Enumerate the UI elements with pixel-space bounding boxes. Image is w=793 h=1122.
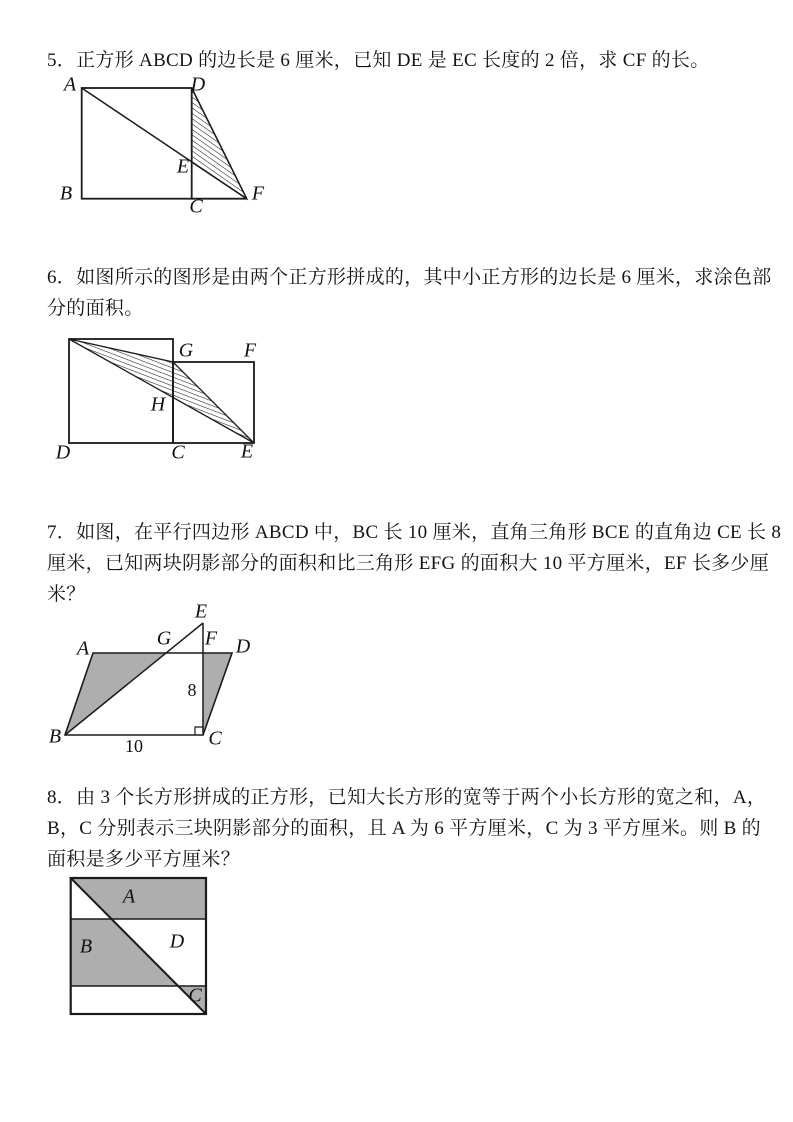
fig8-label-A: A <box>122 885 136 908</box>
figure-6 <box>50 325 275 470</box>
text-line: 8．由 3 个长方形拼成的正方形，已知大长方形的宽等于两个小长方形的宽之和，A， <box>47 787 767 808</box>
fig5-line-AF <box>82 88 247 199</box>
text-line: 分的面积。 <box>47 297 144 319</box>
fig5-label-D: D <box>190 73 206 96</box>
fig7-label-C: C <box>208 727 222 750</box>
fig5-label-B: B <box>59 182 73 205</box>
fig6-label-C: C <box>171 441 185 464</box>
text-line: 面积是多少平方厘米？ <box>47 848 241 870</box>
problem-5-text <box>47 46 752 77</box>
problem-8-text <box>47 783 767 875</box>
text-line: 米？ <box>47 583 86 605</box>
figure-7 <box>40 600 310 760</box>
fig6-label-G: G <box>178 339 194 362</box>
fig5-label-C: C <box>189 195 203 218</box>
fig6-label-F: F <box>243 339 257 362</box>
fig7-label-D: D <box>235 635 251 658</box>
fig5-label-F: F <box>251 182 265 205</box>
fig8-label-B: B <box>79 935 93 958</box>
text-line: 5．正方形 ABCD 的边长是 6 厘米，已知 DE 是 EC 长度的 2 倍，求 CF 的长。 <box>47 50 710 71</box>
fig6-hatched-triangle <box>69 339 254 443</box>
fig5-square-ABCD <box>82 88 192 199</box>
fig7-label-E: E <box>194 600 208 623</box>
text-line: 6．如图所示的图形是由两个正方形拼成的，其中小正方形的边长是 6 厘米，求涂色部 <box>47 267 772 288</box>
fig7-measure-ce: 8 <box>187 680 197 701</box>
text-line: 厘米，已知两块阴影部分的面积和比三角形 EFG 的面积大 10 平方厘米，EF 长多少厘 <box>47 552 770 574</box>
problem-6-text <box>47 263 772 325</box>
fig7-label-B: B <box>48 725 62 748</box>
fig6-label-H: H <box>150 393 166 416</box>
fig5-label-A: A <box>63 73 77 96</box>
fig6-label-D: D <box>55 441 71 464</box>
fig6-label-E: E <box>240 440 254 463</box>
fig8-label-C: C <box>188 984 202 1007</box>
fig5-label-E: E <box>176 155 190 178</box>
figure-8 <box>62 870 214 1022</box>
fig7-measure-bc: 10 <box>125 736 143 757</box>
figure-5 <box>52 73 282 218</box>
text-line: 7．如图，在平行四边形 ABCD 中，BC 长 10 厘米，直角三角形 BCE 的直角边 CE 长 8 <box>47 522 782 543</box>
fig7-label-G: G <box>156 627 172 650</box>
text-line: B，C 分别表示三块阴影部分的面积，且 A 为 6 平方厘米，C 为 3 平方厘米。则 B 的 <box>47 817 761 839</box>
fig7-label-A: A <box>76 637 90 660</box>
fig8-label-D: D <box>169 930 185 953</box>
fig7-label-F: F <box>204 627 218 650</box>
fig7-right-angle-mark <box>195 727 203 735</box>
problem-7-text <box>47 518 782 610</box>
